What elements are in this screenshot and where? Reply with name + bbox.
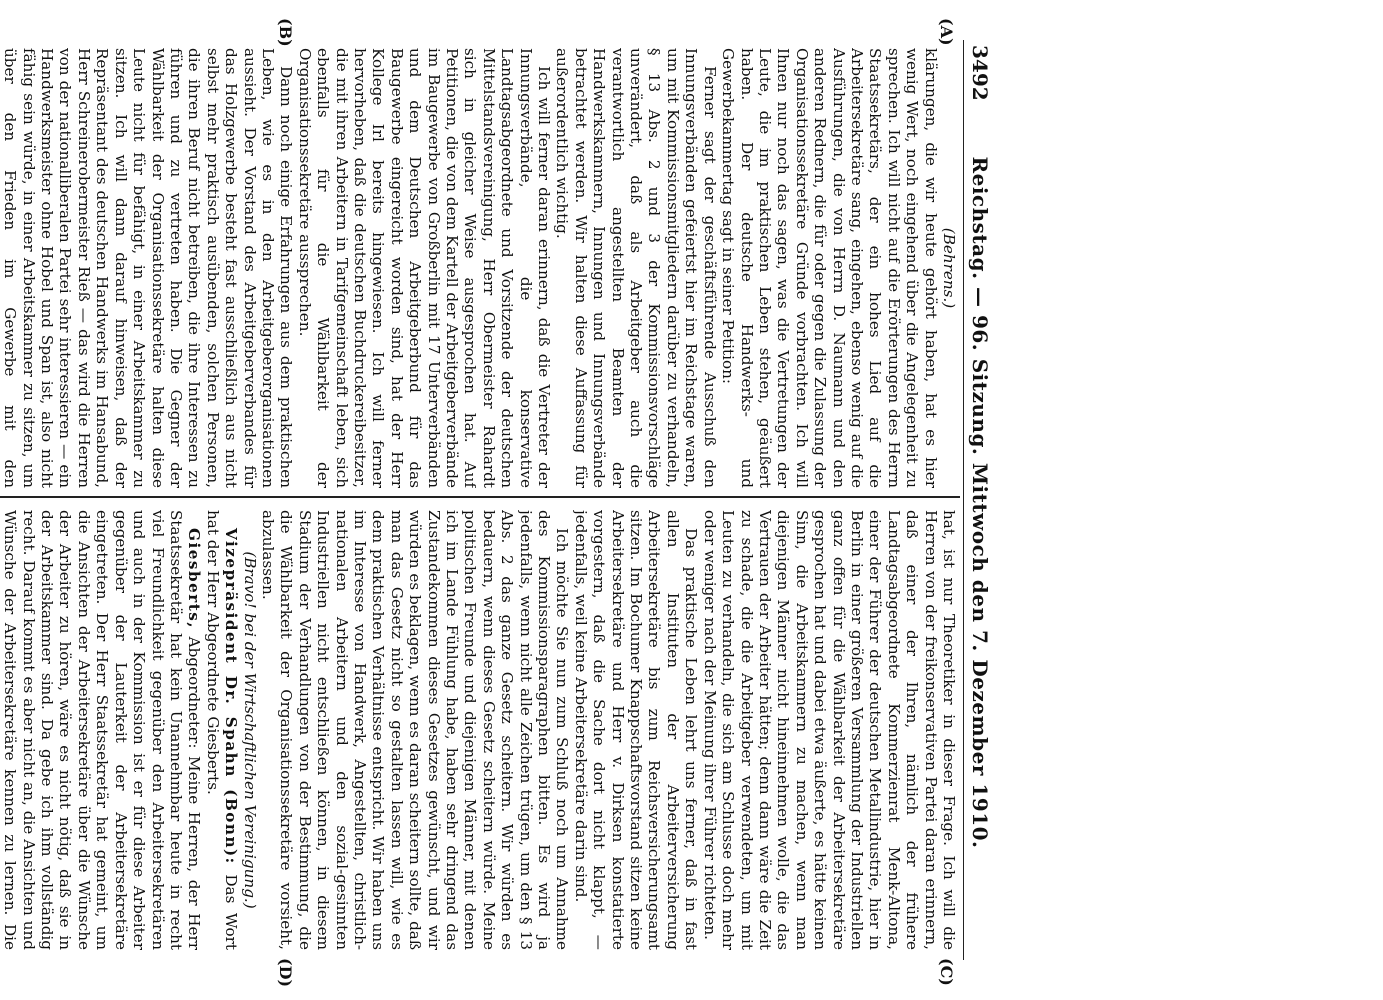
margin-mark-d: (D) [276, 958, 295, 988]
column-divider [0, 496, 960, 498]
paragraph [203, 510, 240, 950]
paragraph: klärungen, die wir heute gehört haben, hat es hier wenig Wert, noch eingehend über die Angelegenheit zu sprechen. Ich will nicht auf die Erörterungen des Herrn Staatssekretärs, der ein hohes Lied auf die Arbeitersekretäre sang, eingehen, ebenso wenig auf die Ausführungen, die von Herrn D. Naumann und den anderen Rednern, die für oder gegen die Zulassung der Organisationssekretäre Gründe vorbrachten. Ich will Ihnen nur noch das sagen, was die Vertretungen der Leute, die im praktischen Leben stehen, geäußert haben. Der deutsche Handwerks- und Gewerbekammertag sagt in seiner Petition: [719, 48, 940, 488]
page-title: Reichstag. — 96. Sitzung. Mittwoch den 7. Dezember 1910. [968, 156, 992, 849]
margin-mark-b: (B) [276, 18, 295, 47]
interjection: (Bravo! bei der Wirtschaftlichen Vereinigung.) [240, 551, 259, 909]
header-rule [963, 40, 964, 960]
paragraph: Ferner sagt der geschäftsführende Ausschuß den Innungsverbänden gefeiertst hier im Reichstage waren, um mit Kommissionsmitgliedern darüber zu verhandeln, § 13 Abs. 2 und 3 der Kommissionsvorschläge unverändert, daß als Arbeitgeber auch die verantwortlich angestellten Beamten der Handwerkskammern, Innungen und Innungsverbände betrachtet werden. Wir halten diese Auffassung für außerordentlich wichtig. [553, 48, 719, 488]
margin-mark-a: (A) [937, 18, 956, 46]
paragraph: hat, ist nur Theoretiker in dieser Frage. Ich will die Herren von der freikonservativen Partei daran erinnern, daß einer der Ihren, nämlich der frühere Landtagsabgeordnete Kommerzienrat Menk-Altona, einer der Führer der deutschen Metallindustrie, hier in Berlin in einer größeren Versammlung der Industriellen ganz offen für die Wählbarkeit der Arbeitersekretäre gesprochen hat und dabei etwa äußerte, es hätte keinen Sinn, die Arbeitskammern zu machen, wenn man diejenigen Männer nicht hineinnehmen wolle, die das Vertrauen der Arbeiter hätten; denn dann wäre die Zeit zu schade, die die Arbeitgeber verwendeten, um mit Leuten zu verhandeln, die sich am Schlusse doch mehr oder weniger nach der Meinung ihrer Führer richteten. [700, 510, 958, 950]
speech-text: Das Wort hat der Herr Abgeordnete Giesberts. [203, 510, 241, 950]
paragraph: Ich möchte Sie nun zum Schluß noch um Annahme des Kommissionsparagraphen bitten. Es wird ja jedenfalls, wenn nicht alle Zeichen trügen, um den § 13 Abs. 2 das ganze Gesetz scheitern. Wir würden es bedauern, wenn dieses Gesetz scheitern würde. Meine politischen Freunde und diejenigen Männer, mit denen ich im Lande Fühlung habe, haben sehr dringend das Zustandekommen dieses Gesetzes gewünscht, und wir würden es beklagen, wenn es daran scheitern sollte, daß man das Gesetz nicht so gestalten lassen will, wie es dem praktischen Verhältnisse entspricht. Wir haben uns im Interesse von Handwerk, Angestellten, christlich-nationalen Arbeitern und den sozial-gesinnten Industriellen nicht entschließen können, in diesem Stadium der Verhandlungen von der Bestimmung, die die Wählbarkeit der Organisationssekretäre vorsieht, abzulassen. [258, 510, 572, 950]
page-number: 3492 [968, 45, 992, 101]
margin-mark-c: (C) [937, 958, 956, 986]
speaker-name: Vizepräsident Dr. Spahn (Bonn): [222, 528, 241, 865]
right-column [0, 510, 958, 950]
speaker-name: Giesberts, [185, 528, 204, 630]
page-header [966, 45, 992, 960]
speech-text: Abgeordneter: Meine Herren, der Herr Staatssekretär hat kein Unannehmbar heute in recht viel Freundlichkeit gegenüber den Arbeitersekretären und auch in der Kommission ist er für diese Arbeiter gegenüber der Lauterkeit der Arbeitersekretäre eingetreten. Der Herr Staatssekretär hat gemeint, um die Ansichten der Arbeitersekretäre über die Wünsche der Arbeiter zu hören, wäre es nicht nötig, daß sie in der Arbeitskammer sind. Da gebe ich ihm vollständig recht. Darauf kommt es aber nicht an, die Ansichten und Wünsche der Arbeitersekretäre kennen zu lernen. Die [1, 510, 204, 950]
paragraph: Ich will ferner daran erinnern, daß die Vertreter der Innungsverbände, die konservative Landtagsabgeordnete und Vorsitzende der deutschen Mittelstandsvereinigung, Herr Obermeister Rahardt sich in gleicher Weise ausgesprochen hat. Auf Petitionen, die von dem Kartell der Arbeitgeberverbände im Baugewerbe von Großberlin mit 17 Unterverbänden und dem Deutschen Arbeitgeberbund für das Baugewerbe eingereicht worden sind, hat der Herr Kollege Irl bereits hingewiesen. Ich will ferner hervorheben, daß die deutschen Buchdruckereibesitzer, die mit ihren Arbeitern in Tarifgemeinschaft leben, sich ebenfalls für die Wählbarkeit der Organisationssekretäre aussprechen. [295, 48, 554, 488]
left-column [0, 48, 958, 488]
paragraph: Das praktische Leben lehrt uns ferner, daß in fast allen Instituten der Arbeiterversicherung Arbeitersekretäre bis zum Reichsversicherungsamt sitzen. Im Bochumer Knappschaftsvorstand sitzen keine Arbeitersekretäre und Herr v. Dirksen konstatierte vorgestern, daß die Sache dort nicht klappt, — jedenfalls, weil keine Arbeitersekretäre darin sind. [571, 510, 701, 950]
paragraph [0, 510, 203, 950]
speaker-running-head: (Behrens.) [940, 227, 958, 309]
paragraph: Dann noch einige Erfahrungen aus dem praktischen Leben, wie es in den Arbeitgeberorganisationen aussieht. Der Vorstand des Arbeitgeberverbandes für das Holzgewerbe besteht fast ausschließlich aus nicht selbst mehr praktisch ausübenden, solchen Personen, die ihren Beruf nicht betreiben, die ihre Interessen zu führen und zu vertreten haben. Die Gegner der Wählbarkeit der Organisationssekretäre halten diese Leute nicht für befähigt, in einer Arbeitskammer zu sitzen. Ich will dann darauf hinweisen, daß der Repräsentant des deutschen Handwerks im Hansabund, Herr Schreinerobermeister Rieß — das wird die Herren von der nationalliberalen Partei sehr interessieren — ein Handwerksmeister ohne Hobel und Span ist, also nicht fähig sein würde, in einer Arbeitskammer zu sitzen, um über den Frieden im Gewerbe mit den [1, 48, 296, 488]
